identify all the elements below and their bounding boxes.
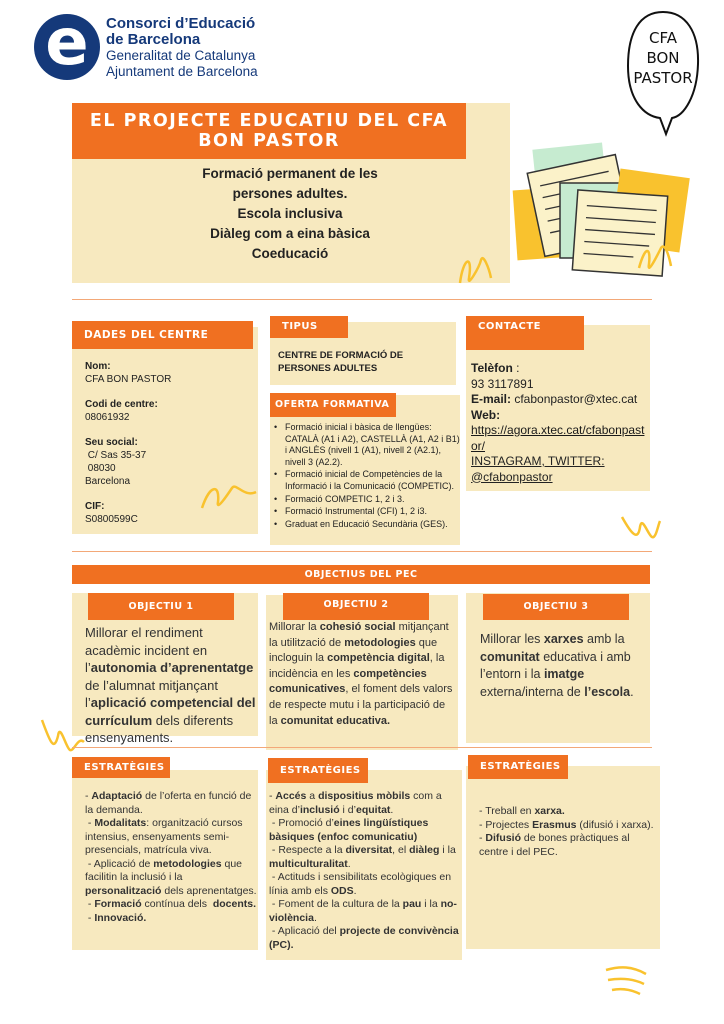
contacte-heading: CONTACTE [466, 316, 584, 350]
emphasis-text: pau [402, 898, 422, 910]
emphasis-text: aplicació competencial del currículum [85, 695, 256, 728]
seu-value: C/ Sas 35-37 [85, 450, 147, 461]
strategy-item [269, 817, 461, 844]
telefon-sep: : [512, 361, 520, 375]
dades-heading: DADES DEL CENTRE [72, 321, 253, 349]
body-text: - [85, 898, 95, 910]
strategy-item [85, 858, 257, 899]
title-banner [72, 103, 466, 159]
web-link[interactable]: https://agora.xtec.cat/cfabonpast [471, 423, 645, 437]
emphasis-text: Modalitats [94, 817, 147, 829]
nom-label: Nom: [85, 361, 111, 372]
emphasis-text: autonomia d’aprenentatge [90, 660, 254, 675]
oferta-list [274, 422, 460, 531]
body-text: - [85, 817, 95, 829]
seu-value: Barcelona [85, 476, 131, 487]
body-text: , la incidència en les [269, 652, 445, 680]
body-text: : organització cursos intensius, ensenyaments semi-presencials, matrícula viva. [85, 817, 246, 856]
body-text: que incloguin la [269, 636, 438, 665]
body-text: . [347, 857, 351, 870]
body-text: de bones pràctiques al centre i del PEC. [479, 832, 633, 858]
body-text: Millorar les [480, 632, 544, 646]
oferta-item: • Formació COMPETIC 1, 2 i 3. [274, 494, 460, 506]
strategy-item [269, 871, 461, 898]
strategy-item [269, 790, 461, 817]
body-text: - Respecte a la [269, 844, 346, 856]
body-text: - [269, 790, 276, 802]
emphasis-text: l’escola [584, 684, 631, 699]
page-title: EL PROJECTE EDUCATIU DEL CFA [89, 111, 449, 131]
emphasis-text: Accés [275, 790, 307, 802]
emphasis-text: Adaptació [91, 790, 143, 802]
squiggle-decoration-icon [602, 960, 652, 1000]
estrategies-1-heading: ESTRATÈGIES [72, 757, 170, 778]
emphasis-text: competències comunicatives [269, 667, 427, 696]
emphasis-text: cohesió social [319, 621, 396, 633]
emphasis-text: diversitat [345, 844, 393, 856]
body-text: - Foment de la cultura de la [269, 898, 403, 910]
body-text: mitjançant la utilització de [269, 621, 449, 649]
web-label: Web: [471, 407, 501, 422]
logo-sub-1: Generalitat de Catalunya [106, 48, 256, 63]
codi-label: Codi de centre: [85, 399, 158, 410]
squiggle-decoration-icon [455, 248, 495, 288]
body-text: externa/interna de [480, 684, 585, 699]
web-link-cont[interactable]: or/ [471, 438, 486, 453]
body-text: , el [392, 844, 410, 856]
body-text: . [353, 884, 357, 897]
body-text: - Promoció d’ [269, 817, 334, 829]
telefon-value: 93 3117891 [471, 376, 534, 391]
body-text: (difusió i xarxa). [576, 818, 654, 831]
strategy-item [85, 790, 257, 817]
cif-value: S0800599C [85, 514, 138, 525]
strategy-item [479, 832, 655, 859]
body-text: amb la [583, 632, 625, 646]
emphasis-text: metodologies [344, 636, 416, 649]
emphasis-text: eines lingüístiques bàsiques (enfoc comunicatiu) [269, 817, 432, 843]
seu-value: 08030 [85, 463, 116, 474]
logo-org-name-2: de Barcelona [106, 31, 201, 48]
body-text: de l’alumnat mitjançant l’ [85, 677, 218, 710]
email-link[interactable]: cfabonpastor@xtec.cat [511, 392, 638, 406]
emphasis-text: multiculturalitat [269, 857, 348, 870]
emphasis-text: ODS [330, 884, 354, 897]
body-text: Millorar el rendiment acadèmic incident en l’ [85, 625, 208, 675]
emphasis-text: Formació [94, 898, 142, 910]
emphasis-text: no-violència [269, 898, 457, 924]
body-text: - Projectes [479, 818, 533, 831]
body-text: . [390, 803, 394, 816]
telefon-label: Telèfon [471, 361, 513, 375]
objectiu-2-heading: OBJECTIU 2 [283, 593, 429, 620]
body-text: de l’oferta en funció de la demanda. [85, 790, 255, 816]
squiggle-decoration-icon [198, 478, 260, 514]
intro-line: persones adultes. [232, 186, 348, 201]
oferta-heading: OFERTA FORMATIVA [270, 393, 396, 417]
oferta-item: • Formació Instrumental (CFI) 1, 2 i3. [274, 506, 460, 518]
emphasis-text: dispositius mòbils [318, 790, 411, 802]
objectiu-2-text [269, 620, 455, 729]
estrategies-2-text [269, 790, 461, 952]
divider [72, 299, 652, 300]
emphasis-text: Difusió [485, 832, 522, 844]
body-text: - Aplicació de [85, 857, 154, 870]
social-label[interactable]: INSTAGRAM, TWITTER: [471, 454, 605, 468]
tipus-line: CENTRE DE FORMACIÓ DE [278, 350, 404, 361]
intro-line: Escola inclusiva [237, 206, 343, 221]
page-title-2: BON PASTOR [198, 131, 340, 151]
badge-line-2: BON [646, 49, 680, 67]
emphasis-text: Erasmus [532, 818, 577, 831]
body-text: - Treball en [479, 805, 535, 817]
email-label: E-mail: [471, 392, 512, 406]
body-text: . [630, 684, 634, 699]
intro-line: Diàleg com a eina bàsica [210, 226, 370, 241]
emphasis-text: Innovació. [94, 911, 147, 924]
emphasis-text: diàleg [409, 844, 440, 856]
body-text: dels diferents ensenyaments. [85, 712, 234, 745]
estrategies-1-text [85, 790, 257, 925]
seu-label: Seu social: [85, 437, 138, 448]
intro-text [170, 164, 410, 264]
strategy-item [85, 912, 257, 926]
body-text: - Aplicació del [269, 925, 340, 937]
strategy-item [269, 898, 461, 925]
emphasis-text: imatge [543, 667, 585, 681]
emphasis-text: xarxes [543, 632, 584, 646]
cfa-speech-bubble [622, 8, 704, 138]
body-text: - [479, 832, 486, 844]
estrategies-2-heading: ESTRATÈGIES [268, 758, 368, 783]
tipus-value [278, 349, 448, 375]
squiggle-decoration-icon [38, 712, 88, 758]
intro-line: Coeducació [251, 246, 329, 261]
emphasis-text: metodologies [153, 857, 222, 870]
emphasis-text: comunitat educativa. [280, 714, 391, 727]
badge-line-1: CFA [649, 29, 677, 47]
tipus-line: PERSONES ADULTES [278, 363, 378, 374]
emphasis-text: docents. [212, 898, 257, 910]
logo-sub-2: Ajuntament de Barcelona [106, 64, 258, 79]
body-text: , el foment dels valors de respecte mutu i la participació de la [269, 683, 453, 727]
body-text: i la [439, 844, 459, 856]
divider [72, 551, 652, 552]
body-text: a [306, 790, 319, 802]
body-text: . [313, 911, 317, 924]
emphasis-text: equitat [355, 803, 391, 816]
tipus-heading: TIPUS [270, 316, 348, 338]
strategy-item [269, 844, 461, 871]
estrategies-3-heading: ESTRATÈGIES [468, 755, 568, 779]
strategy-item [269, 925, 461, 952]
logo-org-name: Consorci d’Educació [106, 15, 256, 32]
objectiu-1-heading: OBJECTIU 1 [88, 593, 234, 620]
squiggle-decoration-icon [635, 238, 675, 278]
body-text: i d’ [339, 803, 356, 816]
body-text: - [85, 790, 92, 802]
emphasis-text: personalització [85, 884, 162, 897]
body-text: que facilitin la inclusió i la [85, 857, 245, 883]
contacte-content [471, 361, 651, 485]
consorci-logo [34, 6, 270, 82]
strategy-item [85, 817, 257, 858]
oferta-item: • Formació inicial i bàsica de llengües: CATALÀ (A1 i A2), CASTELLÀ (A1, A2 i B1) i ANGLÈS (nivell 1 (A1), nivell 2 (A2.1), nivell 3 (A2.2). [274, 422, 460, 468]
strategy-item [479, 819, 655, 833]
body-text: dels aprenentatges. [161, 884, 257, 897]
body-text: - [85, 911, 95, 924]
body-text: contínua dels [141, 898, 213, 910]
body-text: Millorar la [269, 621, 320, 633]
emphasis-text: inclusió [299, 803, 340, 816]
body-text: com a eina d’ [269, 790, 445, 816]
emphasis-text: xarxa. [534, 805, 565, 817]
emphasis-text: comunitat [480, 649, 540, 664]
codi-value: 08061932 [85, 412, 130, 423]
objectiu-1-text [85, 624, 257, 747]
objectiu-3-heading: OBJECTIU 3 [483, 594, 629, 620]
badge-line-3: PASTOR [633, 69, 693, 87]
cif-label: CIF: [85, 501, 105, 512]
squiggle-decoration-icon [618, 505, 662, 545]
emphasis-text: competència digital [327, 652, 430, 665]
body-text: educativa i amb l’entorn i la [480, 649, 631, 681]
nom-value: CFA BON PASTOR [85, 374, 172, 385]
emphasis-text: projecte de convivència (PC). [269, 925, 462, 951]
oferta-item: • Graduat en Educació Secundària (GES). [274, 519, 460, 531]
divider [72, 747, 652, 748]
estrategies-3-text [479, 805, 655, 859]
social-handle[interactable]: @cfabonpastor [471, 469, 553, 484]
logo-e-icon: e [34, 14, 100, 80]
objectiu-3-text [480, 631, 648, 701]
objectius-bar: OBJECTIUS DEL PEC [72, 565, 650, 584]
oferta-item: • Formació inicial de Competències de la Informació i la Comunicació (COMPETIC). [274, 469, 460, 492]
body-text: i la [421, 898, 441, 910]
strategy-item [85, 898, 257, 912]
body-text: - Actituds i sensibilitats ecològiques en línia amb els [269, 871, 455, 897]
intro-line: Formació permanent de les [202, 166, 378, 181]
strategy-item [479, 805, 655, 819]
